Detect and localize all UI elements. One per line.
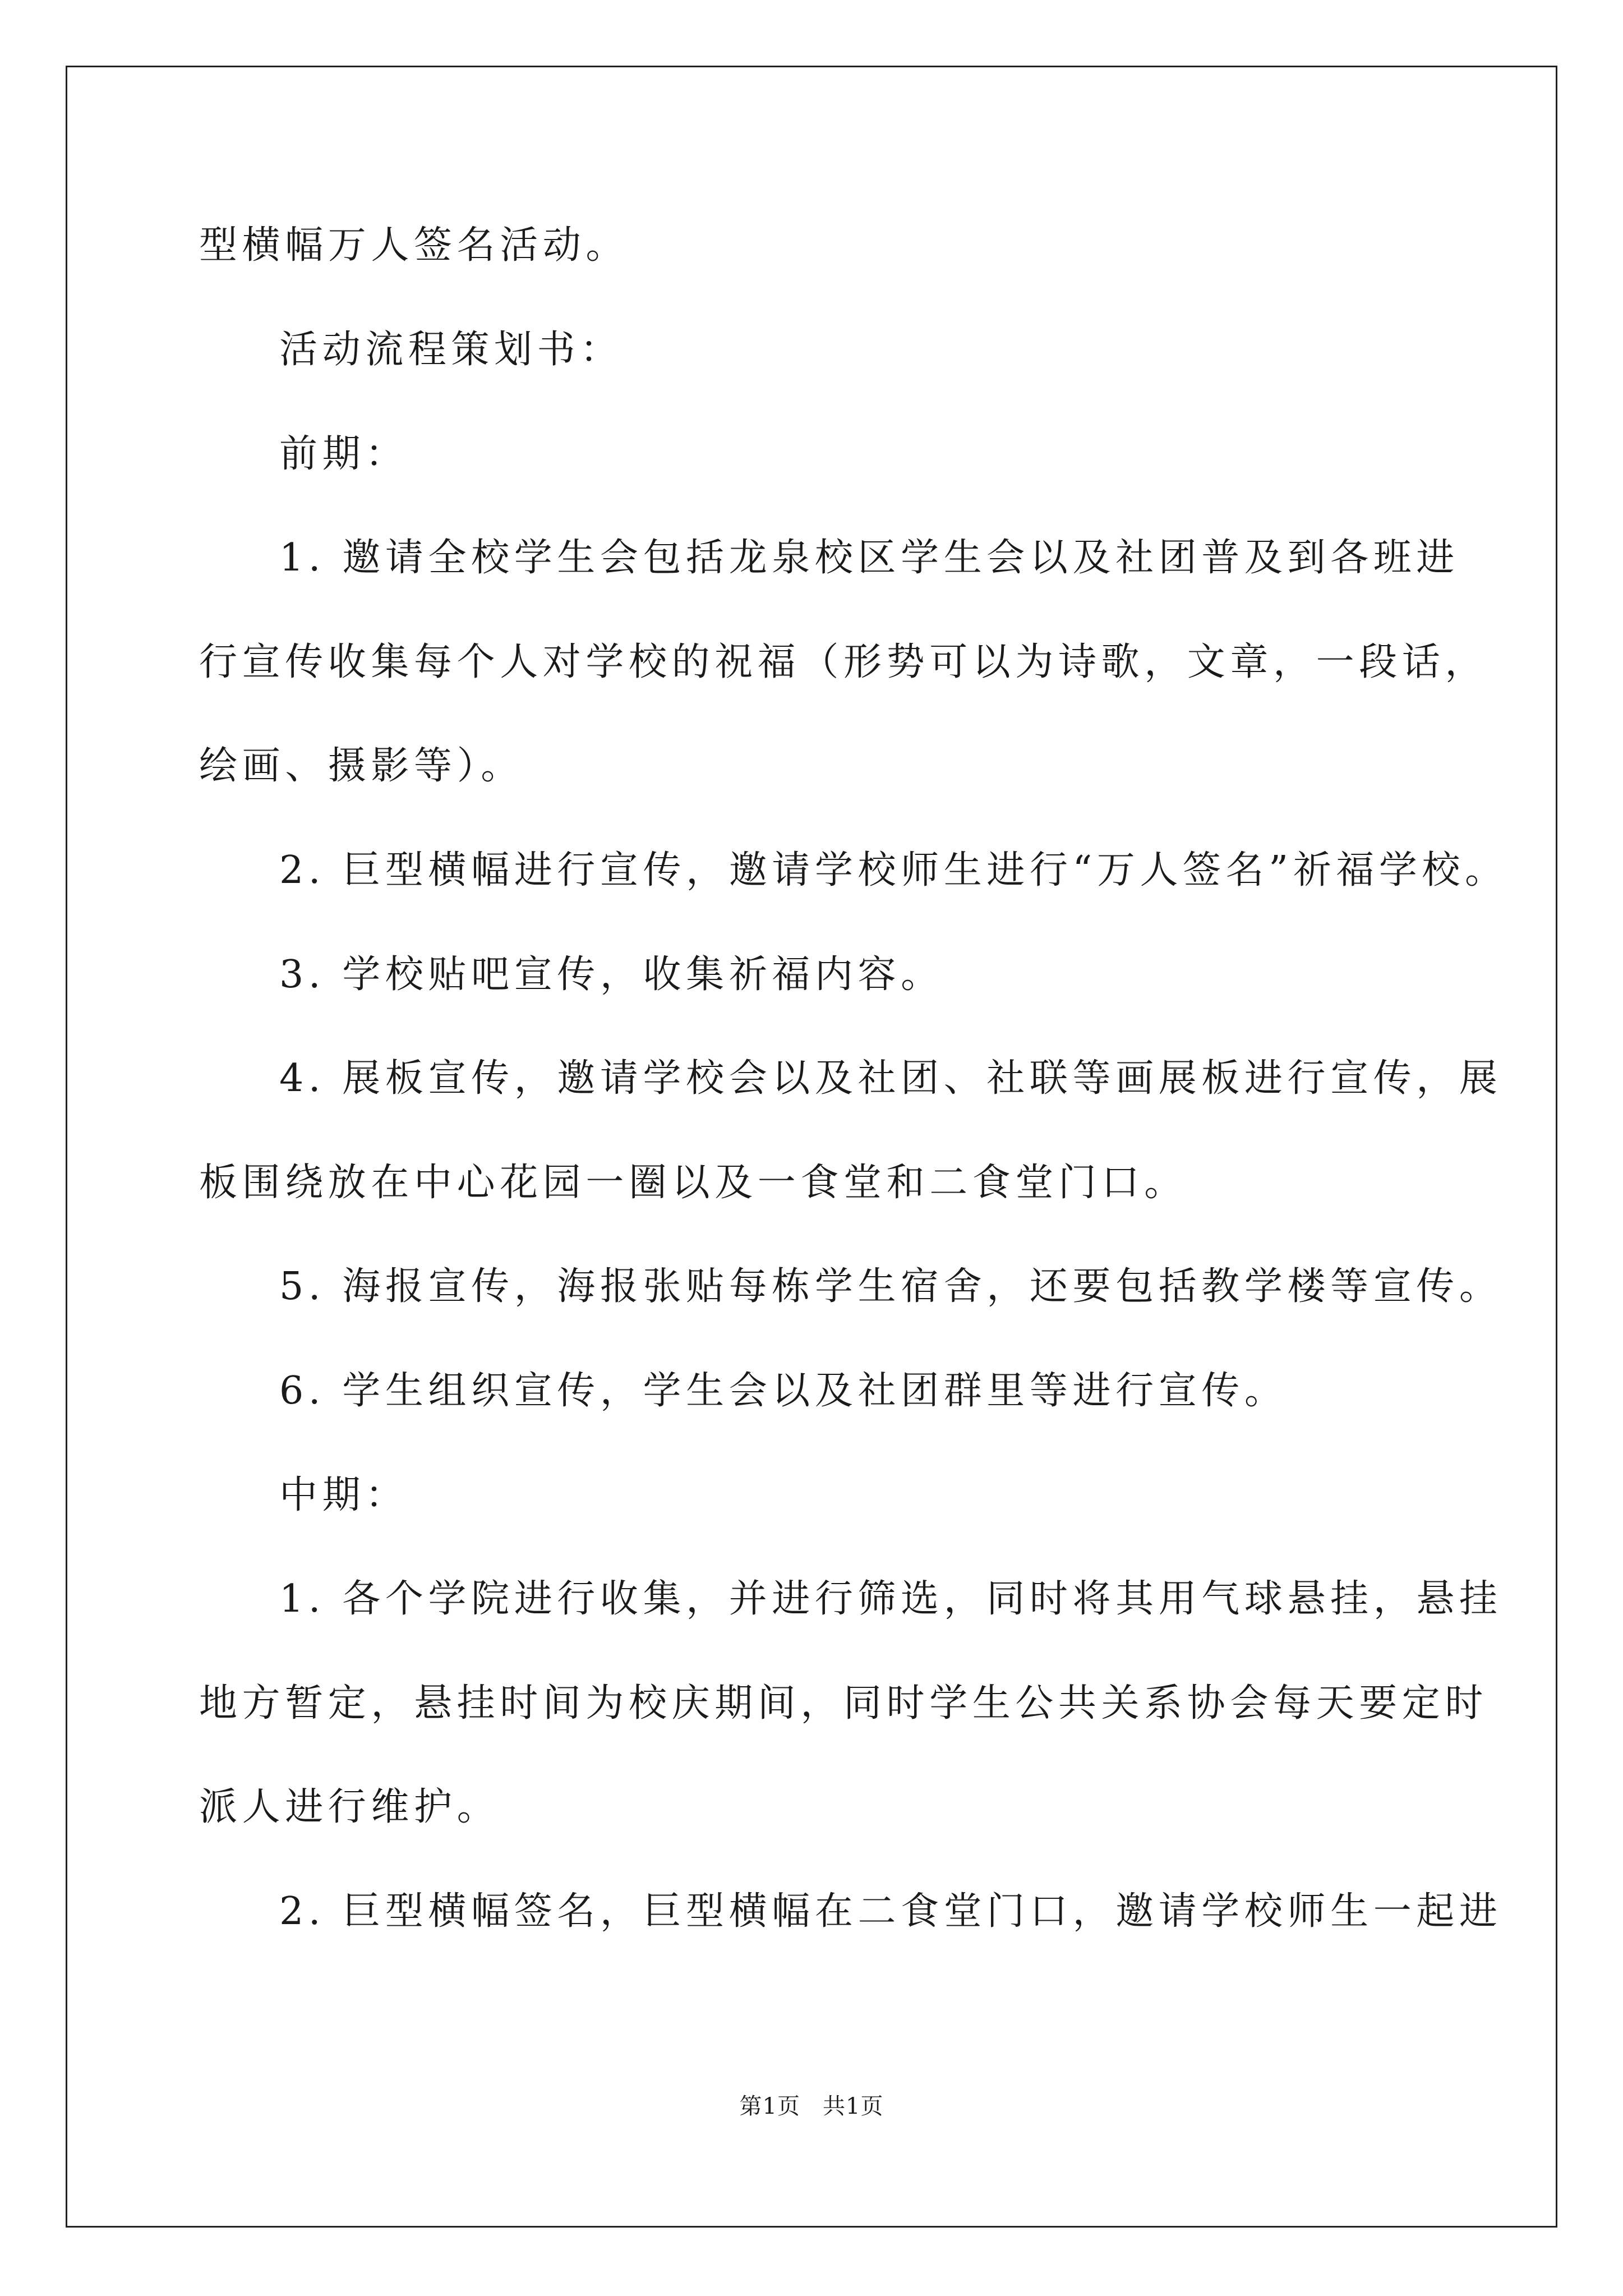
text-line-11: 5. 海报宣传，海报张贴每栋学生宿舍，还要包括教学楼等宣传。 (279, 1264, 1502, 1309)
text-line-3: 前期： (279, 432, 408, 476)
page-footer (0, 2095, 1623, 2118)
text-line-15: 地方暂定，悬挂时间为校庆期间，同时学生公共关系协会每天要定时 (199, 1681, 1488, 1726)
text-line-17: 2. 巨型横幅签名，巨型横幅在二食堂门口，邀请学校师生一起进 (279, 1889, 1502, 1934)
text-line-12: 6. 学生组织宣传，学生会以及社团群里等进行宣传。 (279, 1369, 1288, 1413)
text-line-9: 4. 展板宣传，邀请学校会以及社团、社联等画展板进行宣传，展 (279, 1056, 1502, 1101)
text-line-4: 1. 邀请全校学生会包括龙泉校区学生会以及社团普及到各班进 (279, 536, 1459, 580)
text-line-2: 活动流程策划书： (279, 328, 623, 372)
text-line-8: 3. 学校贴吧宣传，收集祈福内容。 (279, 953, 944, 997)
text-line-1: 型横幅万人签名活动。 (199, 223, 629, 268)
text-line-14: 1. 各个学院进行收集，并进行筛选，同时将其用气球悬挂，悬挂 (279, 1577, 1502, 1621)
text-line-16: 派人进行维护。 (199, 1785, 500, 1829)
page-total: 共1页 (823, 2093, 884, 2119)
page-number: 第1页 (739, 2093, 800, 2119)
text-line-5: 行宣传收集每个人对学校的祝福（形势可以为诗歌，文章，一段话， (199, 640, 1488, 684)
text-line-13: 中期： (279, 1473, 408, 1517)
text-line-6: 绘画、摄影等）。 (199, 744, 524, 788)
text-line-10: 板围绕放在中心花园一圈以及一食堂和二食堂门口。 (199, 1161, 1187, 1205)
text-line-7: 2. 巨型横幅进行宣传，邀请学校师生进行“万人签名”祈福学校。 (279, 848, 1508, 892)
